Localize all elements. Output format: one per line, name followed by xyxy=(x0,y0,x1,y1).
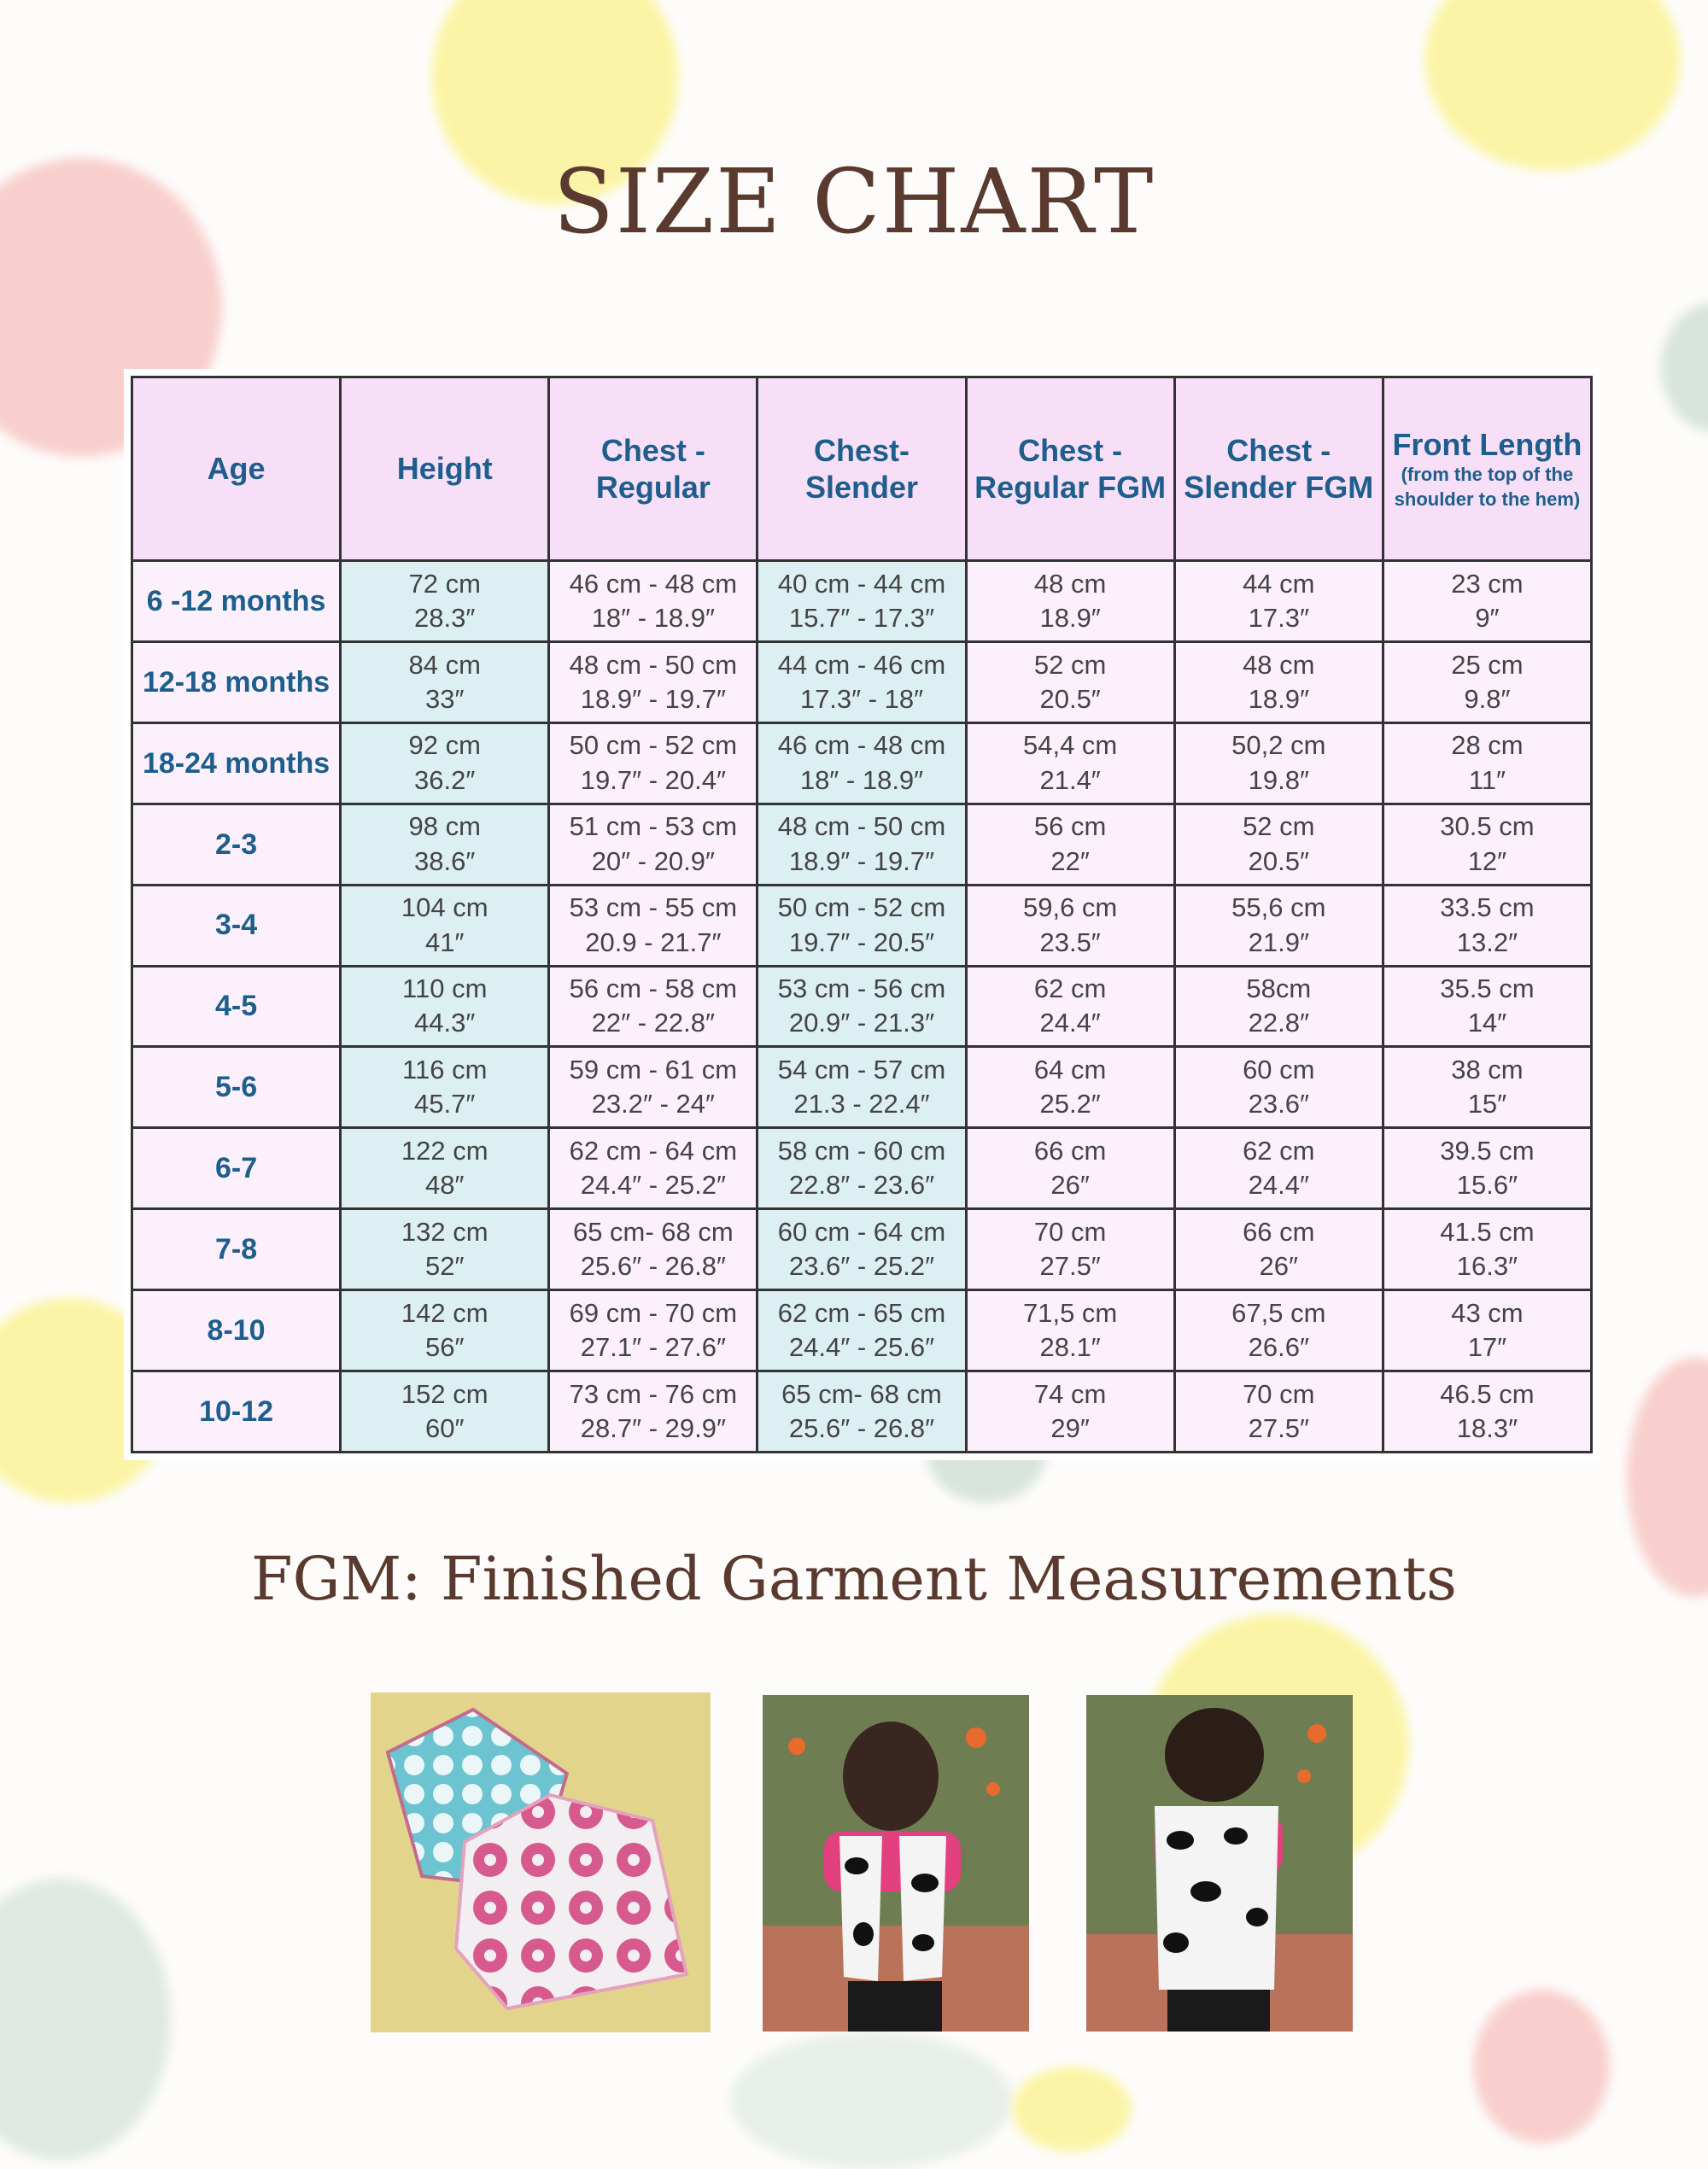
cell-value-cm: 50,2 cm xyxy=(1231,730,1326,761)
cell-value-inches: 29″ xyxy=(1050,1413,1090,1444)
table-cell xyxy=(1174,1290,1383,1371)
cell-value-inches: 18.9″ xyxy=(1039,602,1101,633)
cell-value-inches: 20″ - 20.9″ xyxy=(591,845,716,876)
cell-value-inches: 41″ xyxy=(424,927,465,957)
age-cell: 5-6 xyxy=(132,1047,341,1128)
column-header-note: (from the top of the shoulder to the hem) xyxy=(1394,464,1581,510)
table-cell xyxy=(1174,641,1383,722)
cell-value-inches: 26″ xyxy=(1050,1170,1090,1201)
table-cell xyxy=(966,1128,1174,1209)
cell-value-inches: 21.9″ xyxy=(1248,927,1309,957)
table-cell xyxy=(341,1371,549,1453)
cell-value-cm: 40 cm - 44 cm xyxy=(777,568,946,599)
cell-value-cm: 39.5 cm xyxy=(1440,1136,1535,1166)
column-header-label: Chest - Regular xyxy=(595,432,711,505)
cell-value-inches: 11″ xyxy=(1468,764,1506,795)
column-header-label: Age xyxy=(207,451,266,487)
decorative-dot xyxy=(0,1879,171,2160)
table-cell xyxy=(549,561,757,642)
cell-value-cm: 152 cm xyxy=(401,1378,488,1409)
column-header-label: Chest- Slender xyxy=(804,432,919,505)
table-cell xyxy=(966,1290,1174,1371)
table-cell xyxy=(549,804,757,885)
cell-value-inches: 48″ xyxy=(424,1170,465,1201)
cell-value-inches: 18″ - 18.9″ xyxy=(799,764,924,795)
decorative-dot xyxy=(730,2032,1012,2169)
cell-value-cm: 56 cm - 58 cm xyxy=(569,973,738,1004)
column-header-label: Height xyxy=(396,451,493,487)
table-cell xyxy=(341,1209,549,1290)
cell-value-cm: 48 cm xyxy=(1243,649,1315,680)
table-cell xyxy=(341,1290,549,1371)
cell-value-cm: 33.5 cm xyxy=(1440,892,1535,923)
table-cell xyxy=(1383,1371,1591,1453)
table-cell xyxy=(966,722,1174,804)
table-cell xyxy=(549,1128,757,1209)
cell-value-inches: 17″ xyxy=(1467,1332,1507,1363)
cell-value-cm: 62 cm - 65 cm xyxy=(777,1297,946,1328)
size-chart-table-wrapper xyxy=(124,369,1600,1460)
cell-value-cm: 23 cm xyxy=(1451,568,1524,599)
cell-value-cm: 44 cm xyxy=(1243,568,1315,599)
cell-value-inches: 14″ xyxy=(1467,1008,1507,1038)
cell-value-cm: 48 cm - 50 cm xyxy=(569,649,738,680)
column-header-height xyxy=(341,377,549,561)
cell-value-cm: 71,5 cm xyxy=(1022,1297,1118,1328)
cell-value-cm: 41.5 cm xyxy=(1440,1216,1535,1247)
age-cell: 18-24 months xyxy=(132,722,341,804)
column-header-front-length xyxy=(1383,377,1591,561)
cell-value-cm: 56 cm xyxy=(1033,811,1107,842)
cell-value-inches: 18.9″ - 19.7″ xyxy=(580,683,726,714)
table-cell xyxy=(1174,885,1383,966)
table-cell xyxy=(341,885,549,966)
cell-value-inches: 24.4″ xyxy=(1248,1170,1309,1201)
column-header-label: Chest - Regular FGM xyxy=(974,432,1167,505)
table-cell xyxy=(966,1047,1174,1128)
table-row xyxy=(132,1047,1592,1128)
table-cell xyxy=(966,885,1174,966)
girl-front-illustration xyxy=(763,1695,1029,2032)
size-chart-table xyxy=(131,376,1593,1453)
age-cell: 12-18 months xyxy=(132,641,341,722)
decorative-dot xyxy=(1473,1990,1610,2143)
cell-value-inches: 36.2″ xyxy=(414,764,476,795)
table-row xyxy=(132,722,1592,804)
table-cell xyxy=(1383,1290,1591,1371)
cell-value-inches: 18″ - 18.9″ xyxy=(591,602,716,633)
column-header-age xyxy=(132,377,341,561)
table-row xyxy=(132,561,1592,642)
cell-value-inches: 20.9″ - 21.3″ xyxy=(788,1008,935,1038)
cell-value-inches: 16.3″ xyxy=(1456,1251,1518,1282)
table-row xyxy=(132,966,1592,1047)
age-cell: 6 -12 months xyxy=(132,561,341,642)
table-cell xyxy=(549,1047,757,1128)
cell-value-cm: 44 cm - 46 cm xyxy=(777,649,946,680)
cell-value-inches: 24.4″ - 25.2″ xyxy=(580,1170,726,1201)
cell-value-cm: 53 cm - 55 cm xyxy=(569,892,738,923)
table-row xyxy=(132,641,1592,722)
table-cell xyxy=(341,641,549,722)
table-row xyxy=(132,1290,1592,1371)
cell-value-inches: 22″ xyxy=(1050,845,1090,876)
cell-value-inches: 27.5″ xyxy=(1039,1251,1101,1282)
table-row xyxy=(132,1128,1592,1209)
table-cell xyxy=(341,966,549,1047)
table-cell xyxy=(1174,1047,1383,1128)
cell-value-cm: 142 cm xyxy=(401,1297,488,1328)
cell-value-inches: 20.5″ xyxy=(1248,845,1309,876)
cell-value-inches: 23.6″ - 25.2″ xyxy=(788,1251,935,1282)
table-cell xyxy=(757,561,966,642)
table-cell xyxy=(341,561,549,642)
cell-value-cm: 73 cm - 76 cm xyxy=(569,1378,738,1409)
cell-value-cm: 52 cm xyxy=(1243,811,1315,842)
table-cell xyxy=(1383,1128,1591,1209)
table-cell xyxy=(1383,885,1591,966)
column-header-chest-regular-fgm xyxy=(966,377,1174,561)
cell-value-cm: 50 cm - 52 cm xyxy=(777,892,946,923)
cell-value-cm: 65 cm- 68 cm xyxy=(572,1216,734,1247)
cell-value-cm: 66 cm xyxy=(1033,1136,1107,1166)
cell-value-cm: 69 cm - 70 cm xyxy=(569,1297,738,1328)
cell-value-inches: 24.4″ xyxy=(1039,1008,1101,1038)
cell-value-inches: 9″ xyxy=(1475,602,1500,633)
table-cell xyxy=(966,641,1174,722)
cell-value-cm: 66 cm xyxy=(1243,1216,1315,1247)
cell-value-inches: 44.3″ xyxy=(414,1008,476,1038)
cell-value-cm: 50 cm - 52 cm xyxy=(569,730,738,761)
cell-value-cm: 30.5 cm xyxy=(1440,811,1535,842)
cell-value-inches: 23.5″ xyxy=(1039,927,1101,957)
cell-value-inches: 45.7″ xyxy=(414,1089,476,1120)
cell-value-cm: 58cm xyxy=(1246,973,1312,1004)
cell-value-inches: 25.6″ - 26.8″ xyxy=(788,1413,935,1444)
table-row xyxy=(132,804,1592,885)
cell-value-cm: 52 cm xyxy=(1033,649,1107,680)
table-cell xyxy=(757,1047,966,1128)
cell-value-inches: 20.5″ xyxy=(1039,683,1101,714)
cell-value-cm: 70 cm xyxy=(1033,1216,1107,1247)
age-cell: 6-7 xyxy=(132,1128,341,1209)
age-cell: 2-3 xyxy=(132,804,341,885)
header-row xyxy=(132,377,1592,561)
cell-value-cm: 48 cm - 50 cm xyxy=(777,811,946,842)
decorative-dot xyxy=(1661,303,1708,431)
table-cell xyxy=(341,722,549,804)
table-cell xyxy=(757,1209,966,1290)
cell-value-inches: 22″ - 22.8″ xyxy=(591,1008,716,1038)
cell-value-cm: 60 cm xyxy=(1243,1055,1315,1085)
cell-value-inches: 23.2″ - 24″ xyxy=(591,1089,716,1120)
table-cell xyxy=(1383,1047,1591,1128)
table-cell xyxy=(341,1128,549,1209)
table-cell xyxy=(549,641,757,722)
table-cell xyxy=(1174,966,1383,1047)
cell-value-inches: 18.9″ - 19.7″ xyxy=(788,845,935,876)
cell-value-cm: 58 cm - 60 cm xyxy=(777,1136,946,1166)
cell-value-inches: 18.3″ xyxy=(1456,1413,1518,1444)
cell-value-cm: 70 cm xyxy=(1243,1378,1315,1409)
table-cell xyxy=(757,1128,966,1209)
age-cell: 4-5 xyxy=(132,966,341,1047)
decorative-dot xyxy=(1424,0,1681,171)
cell-value-inches: 15.7″ - 17.3″ xyxy=(788,602,935,633)
girl-back-illustration xyxy=(1086,1695,1353,2032)
table-cell xyxy=(1174,561,1383,642)
table-cell xyxy=(757,966,966,1047)
cell-value-inches: 38.6″ xyxy=(414,845,476,876)
cell-value-inches: 28.3″ xyxy=(414,602,476,633)
table-body xyxy=(132,561,1592,1453)
column-header-label: Front Length xyxy=(1392,426,1582,462)
cell-value-cm: 62 cm xyxy=(1033,973,1107,1004)
cell-value-cm: 84 cm xyxy=(408,649,481,680)
cell-value-inches: 27.5″ xyxy=(1248,1413,1309,1444)
vests-flatlay-photo xyxy=(371,1693,711,2032)
cell-value-inches: 25.2″ xyxy=(1039,1089,1101,1120)
cell-value-inches: 19.7″ - 20.5″ xyxy=(788,927,935,957)
table-cell xyxy=(966,966,1174,1047)
cell-value-cm: 46 cm - 48 cm xyxy=(569,568,738,599)
cell-value-cm: 59 cm - 61 cm xyxy=(569,1055,738,1085)
cell-value-cm: 59,6 cm xyxy=(1022,892,1118,923)
age-cell: 3-4 xyxy=(132,885,341,966)
cell-value-cm: 53 cm - 56 cm xyxy=(777,973,946,1004)
table-cell xyxy=(549,885,757,966)
girl-back-photo xyxy=(1086,1695,1353,2032)
table-cell xyxy=(966,561,1174,642)
cell-value-inches: 19.8″ xyxy=(1248,764,1309,795)
cell-value-cm: 48 cm xyxy=(1033,568,1107,599)
cell-value-inches: 52″ xyxy=(424,1251,465,1282)
cell-value-inches: 21.4″ xyxy=(1039,764,1101,795)
cell-value-cm: 54 cm - 57 cm xyxy=(777,1055,946,1085)
table-cell xyxy=(966,1209,1174,1290)
cell-value-cm: 104 cm xyxy=(401,892,488,923)
table-cell xyxy=(966,804,1174,885)
cell-value-cm: 67,5 cm xyxy=(1231,1297,1326,1328)
cell-value-cm: 46.5 cm xyxy=(1440,1378,1535,1409)
cell-value-inches: 33″ xyxy=(424,683,465,714)
cell-value-cm: 110 cm xyxy=(402,973,488,1004)
table-cell xyxy=(341,1047,549,1128)
cell-value-inches: 56″ xyxy=(424,1332,465,1363)
cell-value-inches: 9.8″ xyxy=(1464,683,1511,714)
cell-value-cm: 92 cm xyxy=(408,730,481,761)
table-cell xyxy=(757,1371,966,1453)
cell-value-inches: 27.1″ - 27.6″ xyxy=(580,1332,726,1363)
table-cell xyxy=(1383,641,1591,722)
column-header-chest-slender-fgm xyxy=(1174,377,1383,561)
cell-value-inches: 20.9 - 21.7″ xyxy=(585,927,722,957)
cell-value-inches: 17.3″ xyxy=(1248,602,1309,633)
table-cell xyxy=(757,885,966,966)
age-cell: 7-8 xyxy=(132,1209,341,1290)
cell-value-cm: 116 cm xyxy=(402,1055,488,1085)
cell-value-inches: 15″ xyxy=(1467,1089,1507,1120)
table-cell xyxy=(1383,722,1591,804)
table-cell xyxy=(1174,1128,1383,1209)
table-cell xyxy=(966,1371,1174,1453)
cell-value-cm: 74 cm xyxy=(1033,1378,1107,1409)
table-cell xyxy=(757,722,966,804)
decorative-dot xyxy=(1012,2067,1132,2152)
table-cell xyxy=(549,1209,757,1290)
cell-value-inches: 28.7″ - 29.9″ xyxy=(580,1413,726,1444)
cell-value-inches: 22.8″ - 23.6″ xyxy=(788,1170,935,1201)
cell-value-cm: 122 cm xyxy=(401,1136,488,1166)
table-cell xyxy=(757,1290,966,1371)
cell-value-inches: 24.4″ - 25.6″ xyxy=(788,1332,935,1363)
cell-value-inches: 12″ xyxy=(1467,845,1507,876)
table-row xyxy=(132,1371,1592,1453)
cell-value-cm: 62 cm - 64 cm xyxy=(569,1136,738,1166)
table-cell xyxy=(1174,722,1383,804)
cell-value-inches: 28.1″ xyxy=(1039,1332,1101,1363)
cell-value-inches: 17.3″ - 18″ xyxy=(799,683,924,714)
table-cell xyxy=(549,966,757,1047)
cell-value-inches: 18.9″ xyxy=(1248,683,1309,714)
table-cell xyxy=(1174,1371,1383,1453)
cell-value-cm: 72 cm xyxy=(408,568,481,599)
cell-value-cm: 65 cm- 68 cm xyxy=(781,1378,942,1409)
cell-value-cm: 38 cm xyxy=(1451,1055,1524,1085)
cell-value-inches: 15.6″ xyxy=(1456,1170,1518,1201)
cell-value-inches: 60″ xyxy=(424,1413,465,1444)
column-header-chest-regular xyxy=(549,377,757,561)
cell-value-cm: 54,4 cm xyxy=(1022,730,1118,761)
cell-value-cm: 51 cm - 53 cm xyxy=(569,811,738,842)
age-cell: 8-10 xyxy=(132,1290,341,1371)
table-cell xyxy=(1383,561,1591,642)
fgm-legend: FGM: Finished Garment Measurements xyxy=(251,1544,1457,1614)
table-cell xyxy=(549,1290,757,1371)
table-cell xyxy=(757,804,966,885)
column-header-chest-slender xyxy=(757,377,966,561)
cell-value-cm: 132 cm xyxy=(401,1216,488,1247)
cell-value-inches: 13.2″ xyxy=(1456,927,1518,957)
vests-flatlay-illustration xyxy=(371,1693,711,2032)
cell-value-inches: 22.8″ xyxy=(1248,1008,1309,1038)
table-cell xyxy=(1383,804,1591,885)
page-title: SIZE CHART xyxy=(553,149,1155,254)
table-cell xyxy=(1383,966,1591,1047)
table-cell xyxy=(341,804,549,885)
column-header-label: Chest - Slender FGM xyxy=(1184,432,1374,505)
table-cell xyxy=(757,641,966,722)
cell-value-inches: 26.6″ xyxy=(1248,1332,1309,1363)
cell-value-inches: 25.6″ - 26.8″ xyxy=(580,1251,726,1282)
table-cell xyxy=(1174,1209,1383,1290)
table-cell xyxy=(1174,804,1383,885)
cell-value-cm: 98 cm xyxy=(408,811,481,842)
age-cell: 10-12 xyxy=(132,1371,341,1453)
table-cell xyxy=(1383,1209,1591,1290)
cell-value-inches: 21.3 - 22.4″ xyxy=(793,1089,930,1120)
cell-value-cm: 28 cm xyxy=(1451,730,1524,761)
cell-value-cm: 43 cm xyxy=(1451,1297,1524,1328)
cell-value-cm: 62 cm xyxy=(1243,1136,1315,1166)
cell-value-inches: 26″ xyxy=(1259,1251,1298,1282)
girl-front-photo xyxy=(763,1695,1029,2032)
cell-value-cm: 55,6 cm xyxy=(1231,892,1326,923)
cell-value-cm: 60 cm - 64 cm xyxy=(777,1216,946,1247)
table-cell xyxy=(549,1371,757,1453)
table-row xyxy=(132,885,1592,966)
cell-value-cm: 35.5 cm xyxy=(1440,973,1535,1004)
cell-value-cm: 25 cm xyxy=(1451,649,1524,680)
cell-value-inches: 19.7″ - 20.4″ xyxy=(580,764,726,795)
cell-value-cm: 64 cm xyxy=(1033,1055,1107,1085)
cell-value-inches: 23.6″ xyxy=(1248,1089,1309,1120)
table-cell xyxy=(549,722,757,804)
table-row xyxy=(132,1209,1592,1290)
cell-value-cm: 46 cm - 48 cm xyxy=(777,730,946,761)
